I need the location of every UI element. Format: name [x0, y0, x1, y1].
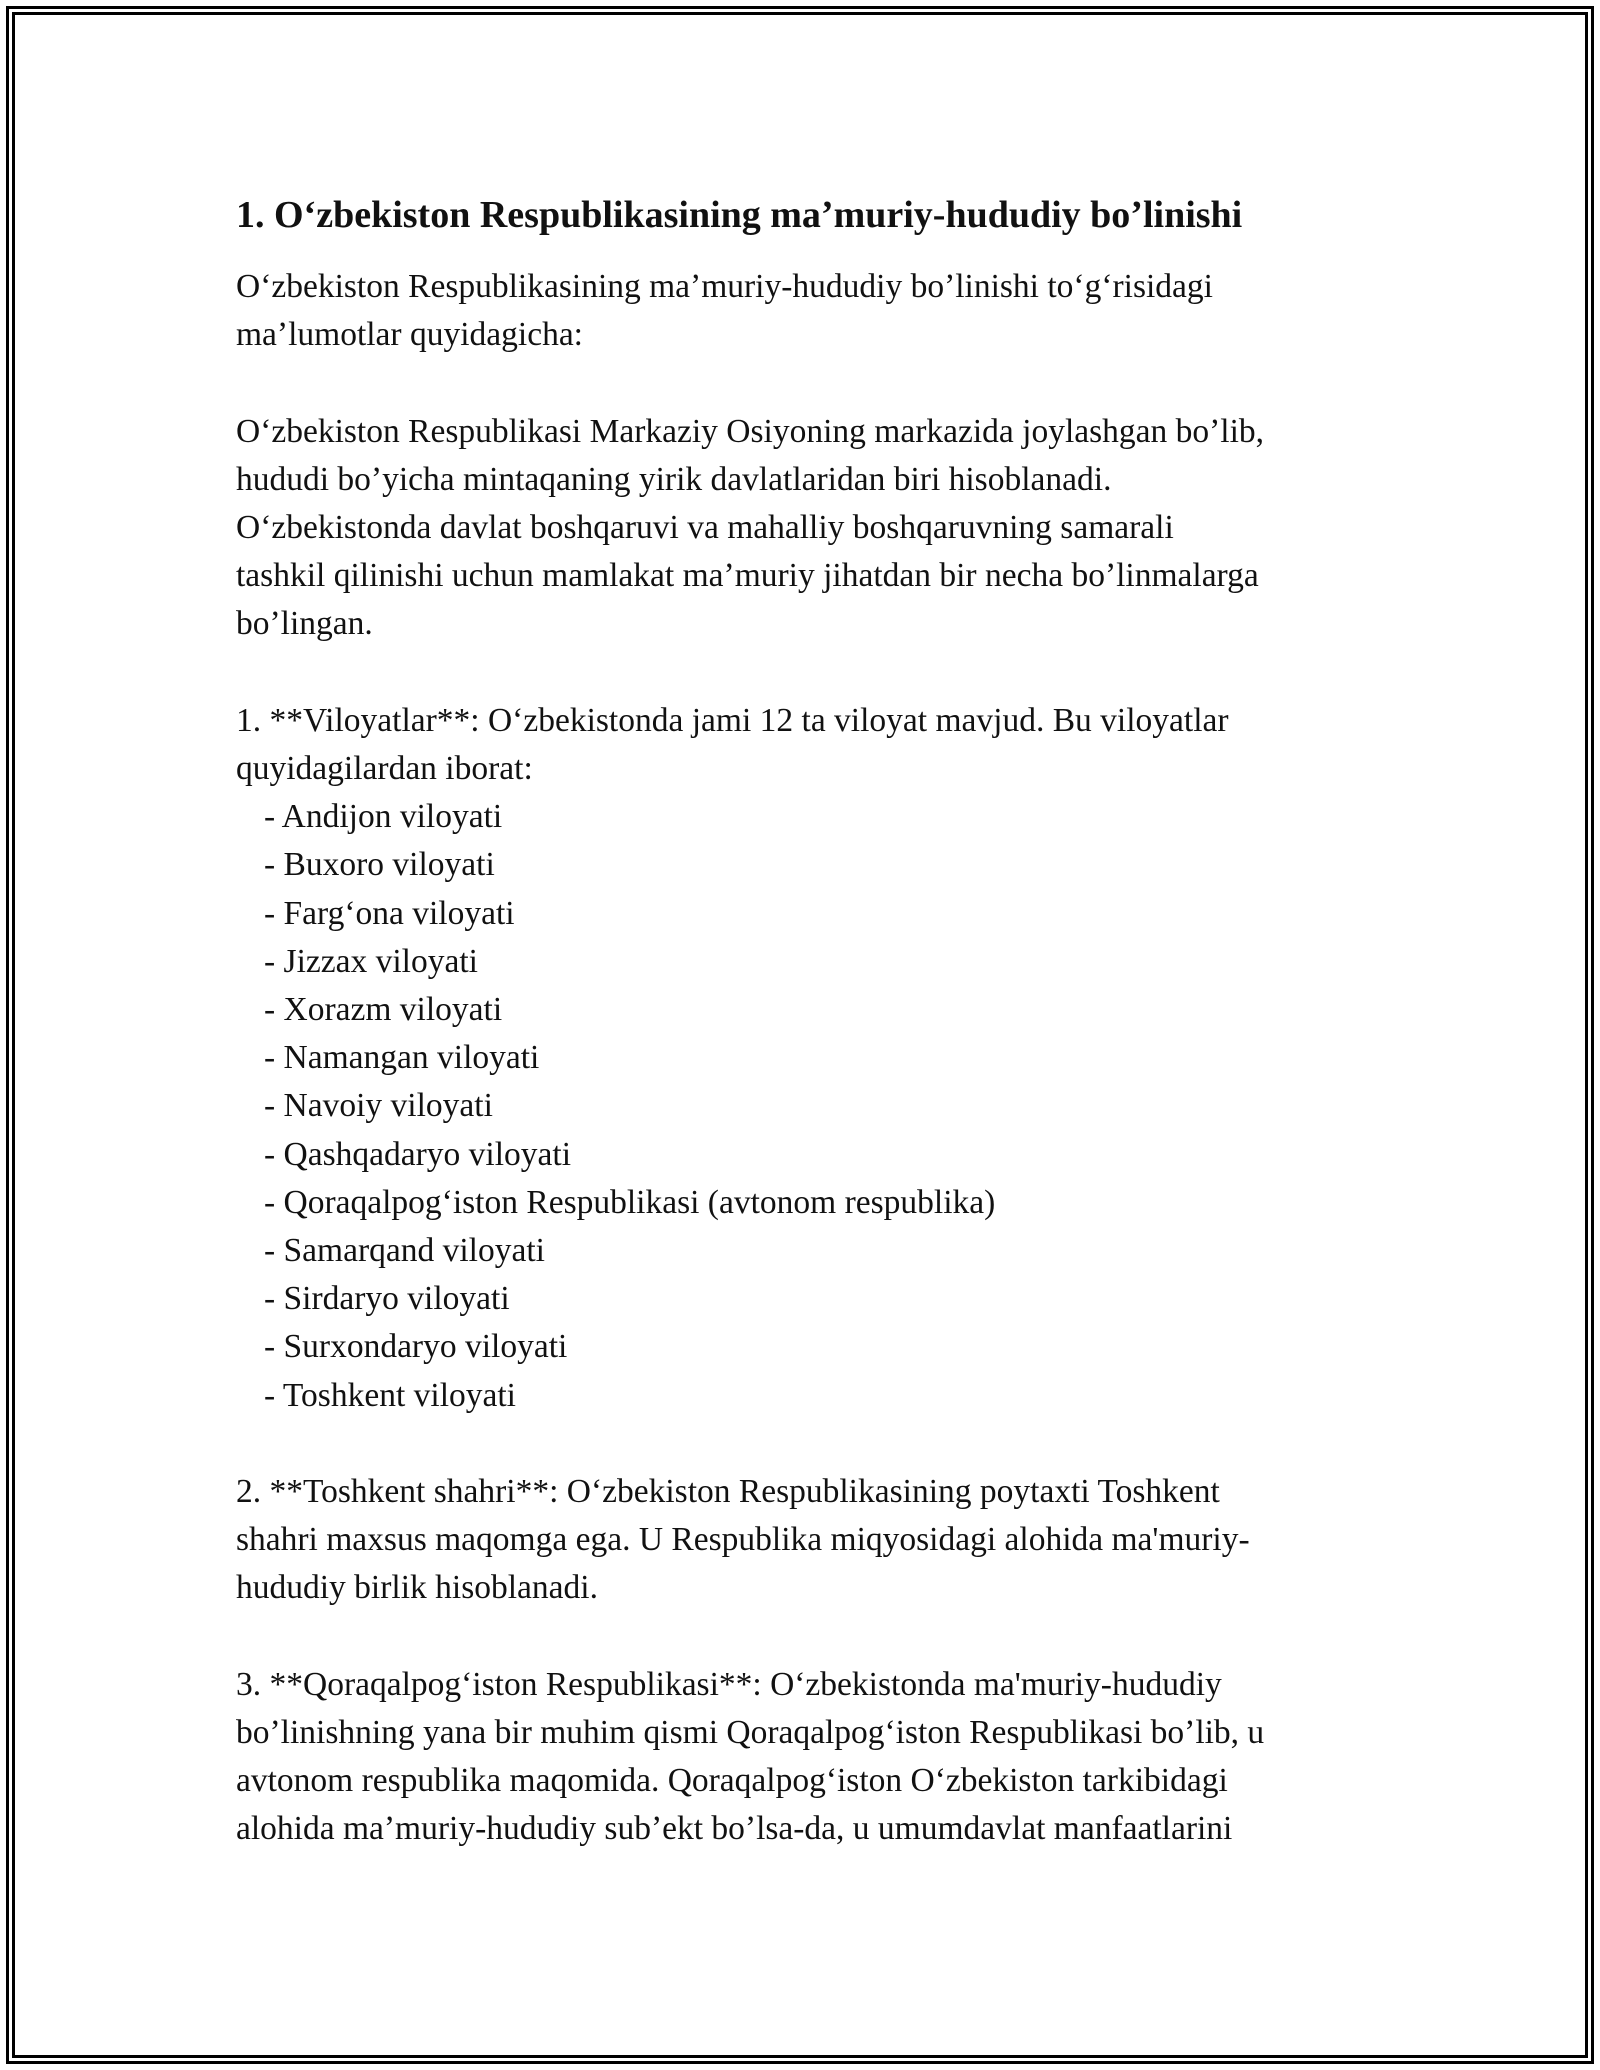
paragraph-line: shahri maxsus maqomga ega. U Respublika miqyosidagi alohida ma'muriy- [236, 1521, 1250, 1559]
paragraph-line: boʼlinishning yana bir muhim qismi Qoraqalpogʻiston Respublikasi boʼlib, u [236, 1714, 1265, 1752]
paragraph-line: hududiy birlik hisoblanadi. [236, 1569, 598, 1607]
section-toshkent-shahri [236, 1468, 1386, 1613]
paragraph-line: 2. **Toshkent shahri**: Oʻzbekiston Respublikasining poytaxti Toshkent [236, 1473, 1220, 1511]
paragraph-line: 1. **Viloyatlar**: Oʻzbekistonda jami 12 ta viloyat mavjud. Bu viloyatlar [236, 701, 1229, 739]
list-item: - Xorazm viloyati [264, 991, 503, 1029]
paragraph-line: quyidagilardan iborat: [236, 750, 533, 787]
paragraph-line: Oʻzbekiston Respublikasining maʼmuriy-hududiy boʼlinishi toʻgʻrisidagi [236, 268, 1213, 305]
list-item: - Buxoro viloyati [264, 846, 495, 884]
paragraph-gap [236, 359, 1386, 407]
overview-paragraph [236, 408, 1386, 649]
section-viloyatlar [236, 697, 1386, 1420]
paragraph-gap [236, 1613, 1386, 1661]
paragraph-line: hududi boʼyicha mintaqaning yirik davlatlaridan biri hisoblanadi. [236, 460, 1112, 498]
paragraph-gap [236, 1420, 1386, 1468]
list-item: - Andijon viloyati [264, 798, 503, 836]
list-item: - Samarqand viloyati [264, 1232, 545, 1270]
list-item: - Sirdaryo viloyati [264, 1280, 510, 1318]
list-item: - Qashqadaryo viloyati [264, 1135, 571, 1173]
intro-paragraph [236, 263, 1386, 359]
list-item: - Toshkent viloyati [264, 1376, 516, 1414]
page-title: 1. Oʻzbekiston Respublikasining maʼmuriy-hududiy boʼlinishi [236, 194, 1243, 236]
list-item: - Fargʻona viloyati [264, 894, 515, 932]
paragraph-line: boʼlingan. [236, 605, 373, 643]
paragraph-line: alohida maʼmuriy-hududiy subʼekt boʼlsa-da, u umumdavlat manfaatlarini [236, 1810, 1233, 1848]
list-item: - Navoiy viloyati [264, 1087, 493, 1125]
list-item: - Namangan viloyati [264, 1039, 540, 1077]
paragraph-line: 3. **Qoraqalpogʻiston Respublikasi**: Oʻzbekistonda ma'muriy-hududiy [236, 1665, 1222, 1703]
paragraph-line: avtonom respublika maqomida. Qoraqalpogʻiston Oʻzbekiston tarkibidagi [236, 1762, 1228, 1800]
paragraph-line: Oʻzbekistonda davlat boshqaruvi va mahalliy boshqaruvning samarali [236, 509, 1174, 546]
paragraph-gap [236, 649, 1386, 697]
regions-list [236, 793, 1386, 1420]
document-body [236, 187, 1386, 1854]
paragraph-line: tashkil qilinishi uchun mamlakat maʼmuriy jihatdan bir necha boʼlinmalarga [236, 557, 1259, 595]
list-item: - Qoraqalpogʻiston Respublikasi (avtonom respublika) [264, 1183, 996, 1221]
paragraph-line: Oʻzbekiston Respublikasi Markaziy Osiyoning markazida joylashgan boʼlib, [236, 412, 1265, 450]
section-qoraqalpogiston [236, 1661, 1386, 1854]
paragraph-line: maʼlumotlar quyidagicha: [236, 316, 583, 354]
list-item: - Jizzax viloyati [264, 942, 478, 980]
list-item: - Surxondaryo viloyati [264, 1328, 568, 1366]
